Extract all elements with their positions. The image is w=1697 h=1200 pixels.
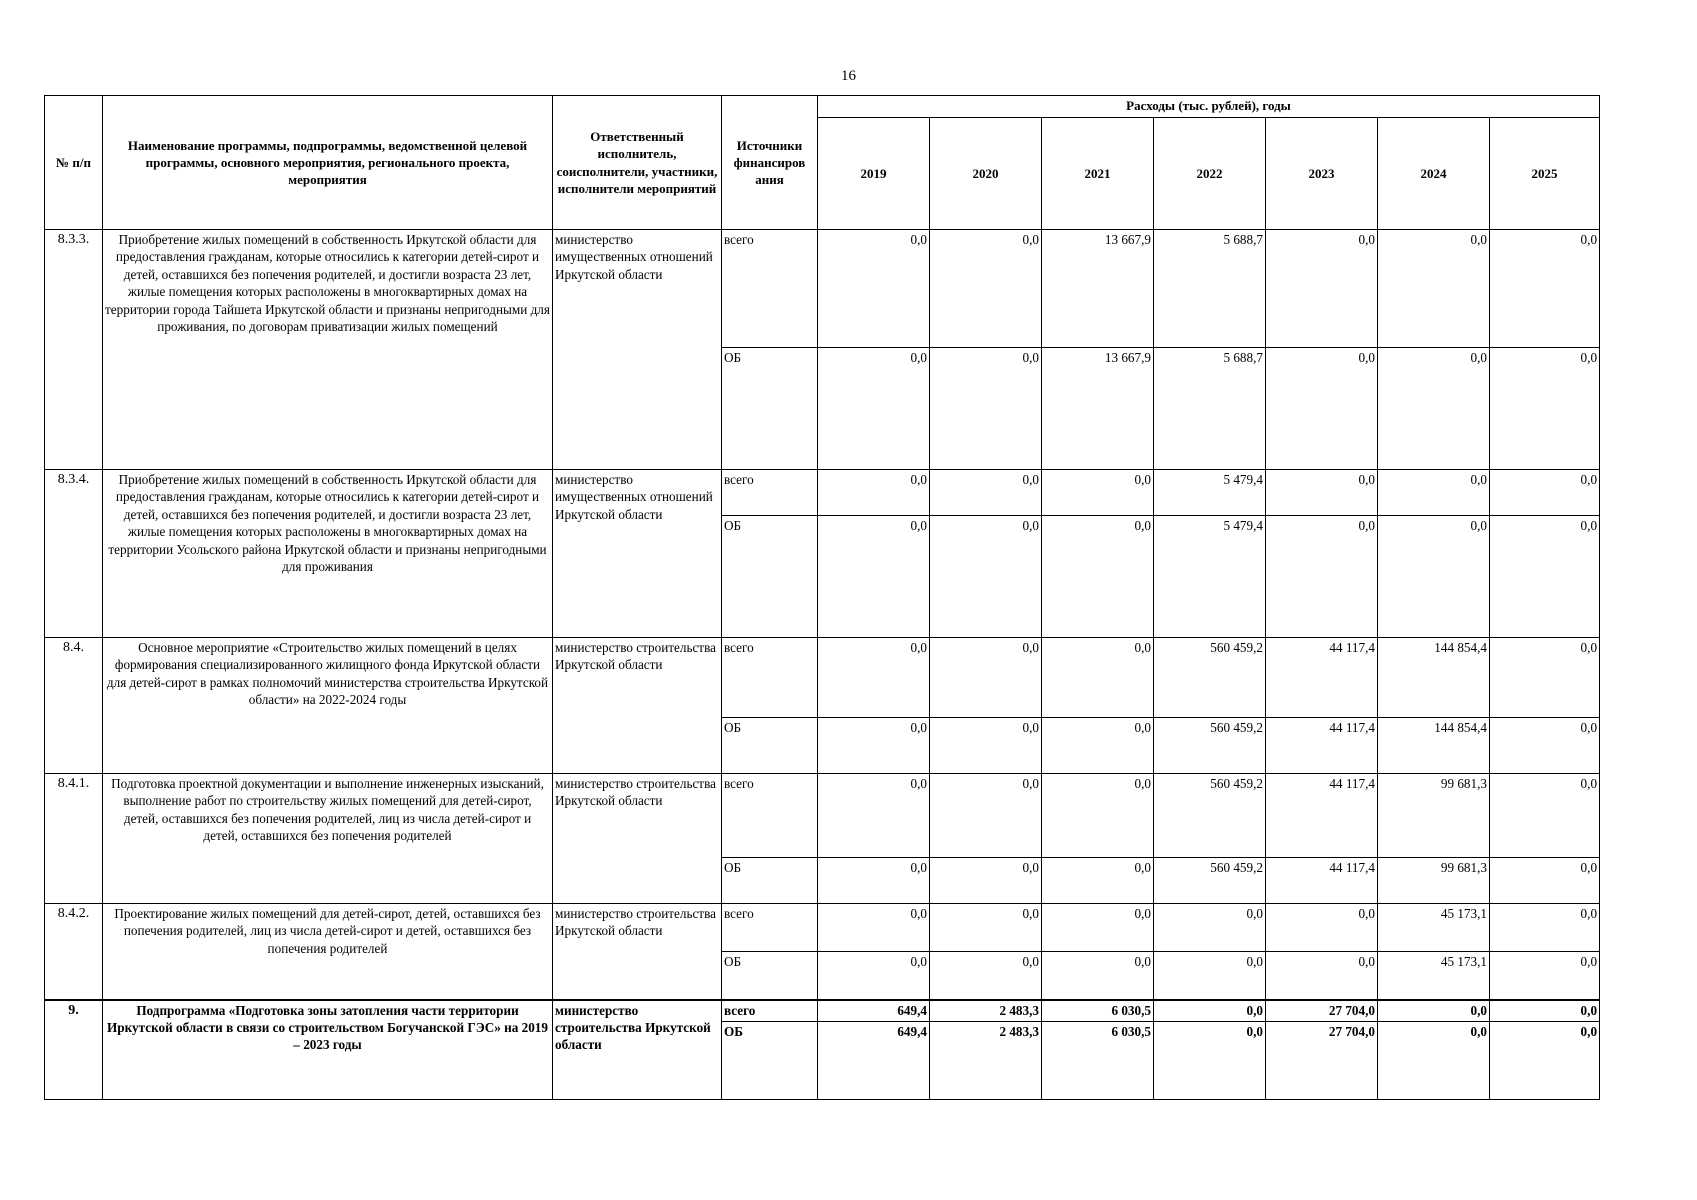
value-cell: 0,0: [1490, 516, 1600, 638]
value-cell: 0,0: [1266, 348, 1378, 470]
value-cell: 0,0: [1042, 858, 1154, 904]
financing-table: [44, 95, 1600, 1100]
value-cell: 0,0: [1490, 774, 1600, 858]
row-source: ОБ: [722, 718, 818, 774]
row-source: ОБ: [722, 516, 818, 638]
row-responsible: министерство строительства Иркутской области: [553, 904, 722, 1000]
row-name: Основное мероприятие «Строительство жилых помещений в целях формирования специализированного жилищного фонда Иркутской области для детей-сирот в рамках полномочий министерства строительства Иркутской области» на 2022-2024 годы: [103, 638, 553, 774]
header-year: 2023: [1266, 118, 1378, 230]
row-responsible: министерство строительства Иркутской области: [553, 638, 722, 774]
row-number: 8.4.: [45, 638, 103, 774]
row-source: всего: [722, 904, 818, 952]
table-body: [45, 230, 1600, 1100]
table-row: [45, 470, 1600, 516]
value-cell: 0,0: [1490, 1000, 1600, 1022]
row-source: ОБ: [722, 1022, 818, 1100]
table-row: [45, 230, 1600, 348]
value-cell: 5 479,4: [1154, 516, 1266, 638]
row-number: 8.3.3.: [45, 230, 103, 470]
row-name: Приобретение жилых помещений в собственность Иркутской области для предоставления гражданам, которые относились к категории детей-сирот и детей, оставшихся без попечения родителей, и достигли возраста 23 лет, жилые помещения которых расположены в многоквартирных домах на территории города Тайшета Иркутской области и признаны непригодными для проживания, по договорам приватизации жилых помещений: [103, 230, 553, 470]
header-year: 2019: [818, 118, 930, 230]
value-cell: 649,4: [818, 1022, 930, 1100]
value-cell: 2 483,3: [930, 1022, 1042, 1100]
row-responsible: министерство имущественных отношений Иркутской области: [553, 230, 722, 470]
value-cell: 0,0: [818, 952, 930, 1000]
row-number: 9.: [45, 1000, 103, 1100]
header-year: 2024: [1378, 118, 1490, 230]
value-cell: 0,0: [1266, 470, 1378, 516]
header-name: Наименование программы, подпрограммы, ведомственной целевой программы, основного мероприятия, регионального проекта, мероприятия: [103, 96, 553, 230]
value-cell: 45 173,1: [1378, 904, 1490, 952]
row-source: всего: [722, 638, 818, 718]
value-cell: 6 030,5: [1042, 1000, 1154, 1022]
value-cell: 0,0: [1042, 718, 1154, 774]
row-responsible: министерство имущественных отношений Иркутской области: [553, 470, 722, 638]
header-year: 2022: [1154, 118, 1266, 230]
header-year: 2021: [1042, 118, 1154, 230]
value-cell: 560 459,2: [1154, 774, 1266, 858]
value-cell: 0,0: [1042, 774, 1154, 858]
value-cell: 0,0: [1490, 718, 1600, 774]
value-cell: 0,0: [930, 952, 1042, 1000]
value-cell: 2 483,3: [930, 1000, 1042, 1022]
value-cell: 0,0: [1490, 230, 1600, 348]
value-cell: 0,0: [1378, 348, 1490, 470]
value-cell: 0,0: [1490, 348, 1600, 470]
value-cell: 0,0: [1042, 516, 1154, 638]
row-name: Подпрограмма «Подготовка зоны затопления части территории Иркутской области в связи со строительством Богучанской ГЭС» на 2019 – 2023 годы: [103, 1000, 553, 1100]
value-cell: 0,0: [818, 348, 930, 470]
value-cell: 0,0: [1378, 516, 1490, 638]
value-cell: 0,0: [930, 774, 1042, 858]
table-row: [45, 904, 1600, 952]
value-cell: 0,0: [818, 718, 930, 774]
value-cell: 560 459,2: [1154, 638, 1266, 718]
value-cell: 0,0: [1378, 1000, 1490, 1022]
value-cell: 0,0: [1378, 1022, 1490, 1100]
value-cell: 0,0: [1154, 1022, 1266, 1100]
value-cell: 0,0: [818, 904, 930, 952]
value-cell: 0,0: [1042, 952, 1154, 1000]
value-cell: 99 681,3: [1378, 858, 1490, 904]
row-responsible: министерство строительства Иркутской области: [553, 1000, 722, 1100]
value-cell: 0,0: [1490, 470, 1600, 516]
value-cell: 0,0: [1266, 230, 1378, 348]
row-source: всего: [722, 230, 818, 348]
header-year: 2025: [1490, 118, 1600, 230]
row-source: всего: [722, 774, 818, 858]
value-cell: 0,0: [930, 638, 1042, 718]
value-cell: 560 459,2: [1154, 718, 1266, 774]
header-responsible: Ответственный исполнитель, соисполнители, участники, исполнители мероприятий: [553, 96, 722, 230]
value-cell: 99 681,3: [1378, 774, 1490, 858]
value-cell: 0,0: [1154, 904, 1266, 952]
value-cell: 0,0: [1490, 1022, 1600, 1100]
header-year: 2020: [930, 118, 1042, 230]
value-cell: 13 667,9: [1042, 348, 1154, 470]
value-cell: 0,0: [1042, 638, 1154, 718]
value-cell: 0,0: [818, 230, 930, 348]
value-cell: 144 854,4: [1378, 638, 1490, 718]
row-source: всего: [722, 470, 818, 516]
value-cell: 27 704,0: [1266, 1022, 1378, 1100]
value-cell: 44 117,4: [1266, 858, 1378, 904]
row-number: 8.4.2.: [45, 904, 103, 1000]
value-cell: 0,0: [818, 470, 930, 516]
value-cell: 0,0: [1266, 952, 1378, 1000]
value-cell: 45 173,1: [1378, 952, 1490, 1000]
value-cell: 0,0: [818, 516, 930, 638]
row-responsible: министерство строительства Иркутской области: [553, 774, 722, 904]
value-cell: 0,0: [1042, 470, 1154, 516]
row-number: 8.3.4.: [45, 470, 103, 638]
table-header: [45, 96, 1600, 230]
row-source: ОБ: [722, 348, 818, 470]
row-name: Приобретение жилых помещений в собственность Иркутской области для предоставления гражданам, которые относились к категории детей-сирот и детей, оставшихся без попечения родителей, и достигли возраста 23 лет, жилые помещения которых расположены в многоквартирных домах на территории Усольского района Иркутской области и признаны непригодными для проживания: [103, 470, 553, 638]
value-cell: 0,0: [1266, 516, 1378, 638]
value-cell: 0,0: [930, 858, 1042, 904]
header-number: № п/п: [45, 96, 103, 230]
row-source: ОБ: [722, 952, 818, 1000]
value-cell: 27 704,0: [1266, 1000, 1378, 1022]
value-cell: 560 459,2: [1154, 858, 1266, 904]
value-cell: 0,0: [1490, 858, 1600, 904]
header-source: Источники финансиров ания: [722, 96, 818, 230]
table-row: [45, 774, 1600, 858]
value-cell: 0,0: [1490, 904, 1600, 952]
value-cell: 0,0: [1378, 470, 1490, 516]
value-cell: 649,4: [818, 1000, 930, 1022]
value-cell: 0,0: [818, 858, 930, 904]
value-cell: 144 854,4: [1378, 718, 1490, 774]
value-cell: 0,0: [930, 718, 1042, 774]
value-cell: 0,0: [930, 516, 1042, 638]
header-expenses: Расходы (тыс. рублей), годы: [818, 96, 1600, 118]
value-cell: 0,0: [818, 638, 930, 718]
value-cell: 5 688,7: [1154, 230, 1266, 348]
value-cell: 0,0: [930, 230, 1042, 348]
value-cell: 0,0: [930, 470, 1042, 516]
value-cell: 0,0: [1490, 952, 1600, 1000]
value-cell: 0,0: [1154, 1000, 1266, 1022]
value-cell: 44 117,4: [1266, 774, 1378, 858]
value-cell: 13 667,9: [1042, 230, 1154, 348]
row-number: 8.4.1.: [45, 774, 103, 904]
table-row: [45, 638, 1600, 718]
value-cell: 6 030,5: [1042, 1022, 1154, 1100]
table-row: [45, 1000, 1600, 1022]
value-cell: 0,0: [818, 774, 930, 858]
value-cell: 0,0: [1154, 952, 1266, 1000]
value-cell: 0,0: [1042, 904, 1154, 952]
value-cell: 0,0: [1266, 904, 1378, 952]
page-number: 16: [841, 68, 856, 84]
row-source: ОБ: [722, 858, 818, 904]
value-cell: 5 479,4: [1154, 470, 1266, 516]
value-cell: 44 117,4: [1266, 638, 1378, 718]
row-name: Подготовка проектной документации и выполнение инженерных изысканий, выполнение работ по строительству жилых помещений для детей-сирот, детей, оставшихся без попечения родителей, лиц из числа детей-сирот и детей, оставшихся без попечения родителей: [103, 774, 553, 904]
value-cell: 0,0: [1378, 230, 1490, 348]
value-cell: 5 688,7: [1154, 348, 1266, 470]
row-source: всего: [722, 1000, 818, 1022]
value-cell: 0,0: [930, 348, 1042, 470]
value-cell: 0,0: [1490, 638, 1600, 718]
row-name: Проектирование жилых помещений для детей-сирот, детей, оставшихся без попечения родителей, лиц из числа детей-сирот и детей, оставшихся без попечения родителей: [103, 904, 553, 1000]
value-cell: 44 117,4: [1266, 718, 1378, 774]
value-cell: 0,0: [930, 904, 1042, 952]
